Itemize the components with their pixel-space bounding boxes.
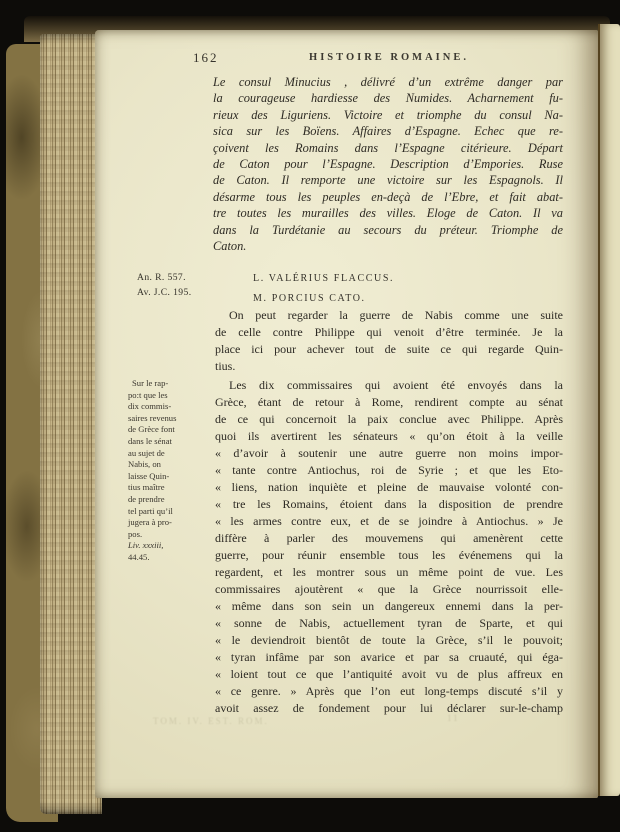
summary-line: çoivent les Romains dans l’Espagne citérieure. Départ	[213, 140, 563, 155]
side-note-line: dix commis-	[128, 401, 172, 412]
body-text-line: « les armes contre eux, et de se joindre à Antiochus. » Je	[215, 514, 563, 528]
summary-line: désarme tous les peuples en-deçà de l’Ebre, et fait abat-	[213, 189, 563, 204]
page-number: 162	[193, 50, 219, 65]
body-text-line: On peut regarder la guerre de Nabis comme une suite	[229, 308, 563, 322]
body-text-line: « même dans son sein un dangereux ennemi dans la per-	[215, 599, 563, 613]
body-text-line: « liens, nation inquiète et pleine de mauvaise volonté con-	[215, 480, 563, 494]
side-note-line: de prendre	[128, 493, 165, 504]
book-page	[95, 30, 598, 798]
body-text-line: de ce qui concernoit la paix conclue avec Philippe. Après	[215, 412, 563, 426]
body-text-line: diffère à parler des mouvemens qui amenèrent cette	[215, 531, 563, 545]
side-note-line: saires revenus	[128, 412, 177, 423]
body-text-line: « d’avoir à soutenir une autre guerre non moins impor-	[215, 446, 563, 460]
consul-name-2: M. PORCIUS CATO.	[253, 293, 366, 304]
showthrough-text: TOM. IV. EST. ROM.	[153, 716, 269, 726]
side-note-line: de Grèce font	[128, 424, 175, 435]
side-note-line: au sujet de	[128, 447, 165, 458]
side-note-line: Nabis, on	[128, 459, 161, 470]
side-note-line: dans le sénat	[128, 435, 172, 446]
body-text-line: quoi ils avertirent les sénateurs « qu’on étoit à la veille	[215, 429, 563, 443]
body-text-line: place ici pour achever tout de suite ce qui regarde Quin-	[215, 342, 563, 356]
body-text-line: Grèce, étant de retour à Rome, rendirent compte au sénat	[215, 395, 563, 409]
body-text-line: « tante contre Antiochus, roi de Syrie ; et que les Eto-	[215, 463, 563, 477]
year-roman: An. R. 557.	[137, 272, 186, 283]
consul-name-1: L. VALÉRIUS FLACCUS.	[253, 273, 395, 284]
paragraph-2	[215, 377, 563, 717]
showthrough-signature: 11	[447, 713, 460, 723]
summary-line: Le consul Minucius , délivré d’un extrême danger par	[213, 75, 563, 89]
body-text-line: avoit assez de fondement pour lui déclarer sur-le-champ	[215, 701, 563, 715]
year-bc: Av. J.C. 195.	[137, 287, 192, 298]
summary-line: rieux des Liguriens. Victoire et triomphe du consul Na-	[213, 107, 563, 122]
body-text-line: « tre les Romains, étoient dans la disposition de prendre	[215, 497, 563, 511]
page-edges-stack	[40, 34, 102, 814]
chapter-summary	[213, 74, 563, 254]
consuls-heading	[253, 269, 473, 309]
body-text-line: guerre, pour réunir ensemble tous les événemens qui la	[215, 548, 563, 562]
side-note-line: 44.45.	[128, 551, 150, 562]
side-note-line: tius maître	[128, 482, 165, 493]
summary-line: de Caton. Il remporte une victoire sur les Espagnols. Il	[213, 173, 563, 188]
body-text-line: « le deviendroit bientôt de toute la Grèce, s’il le pouvoit;	[215, 633, 563, 647]
body-text-line: commissaires ajoutèrent « que la Grèce nourrissoit elle-	[215, 582, 563, 596]
side-note-line: Liv. xxxiii,	[128, 540, 164, 551]
margin-side-note	[128, 378, 210, 564]
summary-line: tre toutes les murailles des villes. Eloge de Caton. Il va	[213, 206, 563, 221]
body-text-line: regardent, et les montrer sous un même point de vue. Les	[215, 565, 563, 579]
summary-line: dans la Turdétanie au secours du préteur. Triomphe de	[213, 222, 563, 237]
facing-page-sliver	[598, 24, 620, 796]
side-note-line: po:t que les	[128, 389, 168, 400]
side-note-line: laisse Quin-	[128, 470, 170, 481]
body-text-line: « sonne de Nabis, actuellement tyran de Sparte, et qui	[215, 616, 563, 630]
body-text-line: Les dix commissaires qui avoient été envoyés dans la	[229, 378, 563, 392]
body-text-line: « tyran infâme par son avarice et par sa cruauté, qui éga-	[215, 650, 563, 664]
margin-year-note	[137, 270, 217, 300]
side-note-line: tel parti qu’il	[128, 505, 173, 516]
body-text-line: « loient tout ce que l’antiquité avoit vu de plus affreux en	[215, 667, 563, 681]
side-note-line: jugera à pro-	[128, 517, 172, 528]
summary-line: de Caton pour l’Espagne. Description d’Empories. Ruse	[213, 157, 563, 172]
summary-line: la courageuse hardiesse des Numides. Acharnement fu-	[213, 91, 563, 106]
summary-line: sica sur les Boïens. Affaires d’Espagne. Echec que re-	[213, 124, 563, 139]
body-text-line: « ce genre. » Après que l’on eut long-temps discuté s’il y	[215, 684, 563, 698]
body-text-line: tius.	[215, 359, 236, 373]
body-text-line: de celle contre Philippe qui venoit d’être terminée. Je la	[215, 325, 563, 339]
side-note-line: Sur le rap-	[132, 378, 169, 388]
side-note-line: pos.	[128, 528, 143, 539]
summary-line: Caton.	[213, 239, 247, 254]
paragraph-1	[215, 307, 563, 375]
running-title: HISTOIRE ROMAINE.	[309, 52, 469, 63]
